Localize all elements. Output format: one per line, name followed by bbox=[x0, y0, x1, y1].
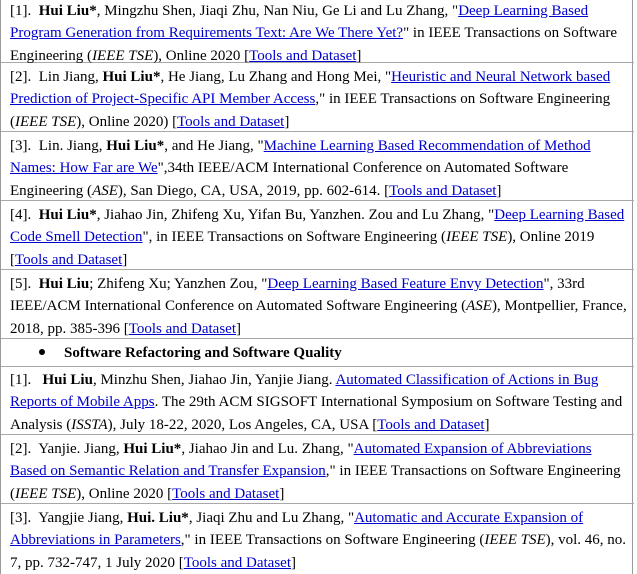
author-list: ; Zhifeng Xu; Yanzhen Zou, " bbox=[89, 276, 268, 292]
author-list: , Mingzhu Shen, Jiaqi Zhu, Nan Niu, Ge Li and Lu Zhang, " bbox=[96, 3, 459, 19]
tools-dataset-link[interactable]: Tools and Dataset bbox=[172, 485, 280, 502]
section-header bbox=[1, 339, 634, 367]
venue-abbrev: IEEE TSE bbox=[15, 113, 77, 130]
venue-abbrev: ISSTA bbox=[71, 416, 108, 433]
venue-text: ", 33rd IEEE/ACM International Conference on Automated Software Engineering ( bbox=[10, 276, 585, 315]
bullet-icon bbox=[39, 349, 45, 355]
bracket-close: ] bbox=[356, 47, 362, 64]
publication-entry bbox=[1, 367, 634, 435]
author-list-rest: , and He Jiang, " bbox=[164, 138, 264, 154]
paper-title-link[interactable]: Deep Learning Based Program Generation from Requirements Text: Are We There Yet? bbox=[10, 3, 589, 42]
entry-number: [4]. bbox=[10, 207, 32, 223]
author-highlight: Hui Liu* bbox=[102, 69, 161, 85]
author-highlight: Hui Liu bbox=[42, 372, 93, 388]
author-list: Lin Jiang, bbox=[38, 69, 103, 85]
venue-text: " in IEEE Transactions on Software Engineering ( bbox=[10, 25, 618, 64]
author-list-rest: , He Jiang, Lu Zhang and Hong Mei, " bbox=[160, 69, 392, 85]
publication-entry bbox=[1, 0, 634, 63]
entry-number: [1]. bbox=[10, 372, 32, 388]
venue-date: ), Montpellier, France, 2018, pp. 385-396 [ bbox=[10, 298, 627, 337]
tools-dataset-link[interactable]: Tools and Dataset bbox=[183, 554, 292, 571]
publication-entry bbox=[1, 504, 634, 574]
venue-text: ," in IEEE Transactions on Software Engineering ( bbox=[180, 532, 485, 549]
paper-title-link[interactable]: Heuristic and Neural Network based Prediction of Project-Specific API Member Access bbox=[10, 69, 611, 108]
entry-number: [3]. bbox=[10, 138, 32, 154]
paper-title-link[interactable]: Automated Classification of Actions in Bug Reports of Mobile Apps bbox=[10, 372, 599, 411]
author-highlight: Hui Liu* bbox=[38, 3, 97, 19]
tools-dataset-link[interactable]: Tools and Dataset bbox=[128, 320, 237, 337]
publication-entry bbox=[1, 270, 634, 339]
bracket-close: ] bbox=[279, 485, 285, 502]
author-list: Yanjie. Jiang, bbox=[38, 441, 124, 457]
bracket-close: ] bbox=[484, 416, 490, 433]
entry-number: [1]. bbox=[10, 3, 32, 19]
bracket-close: ] bbox=[291, 554, 297, 571]
paper-title-link[interactable]: Deep Learning Based Feature Envy Detection bbox=[267, 276, 544, 292]
entry-number: [5]. bbox=[10, 276, 32, 292]
entry-number: [3]. bbox=[10, 510, 32, 526]
venue-text: . The 29th ACM SIGSOFT International Symposium on Software Testing and Analysis ( bbox=[10, 394, 623, 433]
author-highlight: Hui Liu* bbox=[123, 441, 182, 457]
author-highlight: Hui. Liu* bbox=[127, 510, 189, 526]
author-list-rest: , Jiahao Jin and Lu. Zhang, " bbox=[181, 441, 354, 457]
author-highlight: Hui Liu bbox=[38, 276, 90, 292]
venue-date: ), July 18-22, 2020, Los Angeles, CA, USA [ bbox=[107, 416, 378, 433]
venue-text: ," in IEEE Transactions on Software Engineering ( bbox=[10, 91, 611, 130]
author-list: Yangjie Jiang, bbox=[38, 510, 128, 526]
venue-date: ), Online 2020 [ bbox=[76, 485, 173, 502]
tools-dataset-link[interactable]: Tools and Dataset bbox=[177, 113, 285, 130]
venue-date: ), vol. 46, no. 7, pp. 732-747, 1 July 2020 [ bbox=[10, 532, 627, 571]
venue-abbrev: ASE bbox=[92, 182, 118, 199]
paper-title-link[interactable]: Machine Learning Based Recommendation of Method Names: How Far are We bbox=[10, 138, 591, 177]
bracket-close: ] bbox=[236, 320, 242, 337]
venue-text: ", in IEEE Transactions on Software Engineering ( bbox=[142, 229, 447, 246]
venue-date: ), Online 2020) [ bbox=[76, 113, 178, 130]
publication-entry bbox=[1, 435, 634, 504]
venue-abbrev: IEEE TSE bbox=[446, 229, 508, 246]
author-highlight: Hui Liu* bbox=[106, 138, 165, 154]
paper-title-link[interactable]: Automatic and Accurate Expansion of Abbreviations in Parameters bbox=[10, 510, 584, 549]
venue-abbrev: IEEE TSE bbox=[15, 485, 77, 502]
publication-entry bbox=[1, 63, 634, 132]
tools-dataset-link[interactable]: Tools and Dataset bbox=[249, 47, 357, 64]
venue-date: ), San Diego, CA, USA, 2019, pp. 602-614. [ bbox=[117, 182, 390, 199]
venue-abbrev: IEEE TSE bbox=[484, 532, 546, 549]
author-list: , Jiahao Jin, Zhifeng Xu, Yifan Bu, Yanzhen. Zou and Lu Zhang, " bbox=[96, 207, 495, 223]
venue-date: ), Online 2019 [ bbox=[10, 229, 595, 268]
bracket-close: ] bbox=[122, 251, 128, 268]
publication-entry bbox=[1, 201, 634, 270]
author-highlight: Hui Liu* bbox=[38, 207, 97, 223]
venue-text: ," in IEEE Transactions on Software Engineering ( bbox=[10, 463, 621, 502]
paper-title-link[interactable]: Automated Expansion of Abbreviations Based on Semantic Relation and Transfer Expansion bbox=[10, 441, 592, 480]
author-list-rest: , Jiaqi Zhu and Lu Zhang, " bbox=[188, 510, 355, 526]
entry-number: [2]. bbox=[10, 441, 32, 457]
tools-dataset-link[interactable]: Tools and Dataset bbox=[389, 182, 497, 199]
author-list: Lin. Jiang, bbox=[38, 138, 107, 154]
paper-title-link[interactable]: Deep Learning Based Code Smell Detection bbox=[10, 207, 625, 246]
bracket-close: ] bbox=[284, 113, 290, 130]
venue-abbrev: IEEE TSE bbox=[92, 47, 154, 64]
entry-number: [2]. bbox=[10, 69, 32, 85]
tools-dataset-link[interactable]: Tools and Dataset bbox=[377, 416, 485, 433]
venue-abbrev: ASE bbox=[466, 298, 492, 315]
section-title: Software Refactoring and Software Quality bbox=[64, 345, 342, 361]
author-list: , Minzhu Shen, Jiahao Jin, Yanjie Jiang. bbox=[92, 372, 336, 388]
bracket-close: ] bbox=[496, 182, 502, 199]
publication-entry bbox=[1, 132, 634, 201]
tools-dataset-link[interactable]: Tools and Dataset bbox=[15, 251, 123, 268]
venue-date: ), Online 2020 [ bbox=[153, 47, 250, 64]
venue-text: ",34th IEEE/ACM International Conference on Automated Software Engineering ( bbox=[10, 160, 569, 199]
